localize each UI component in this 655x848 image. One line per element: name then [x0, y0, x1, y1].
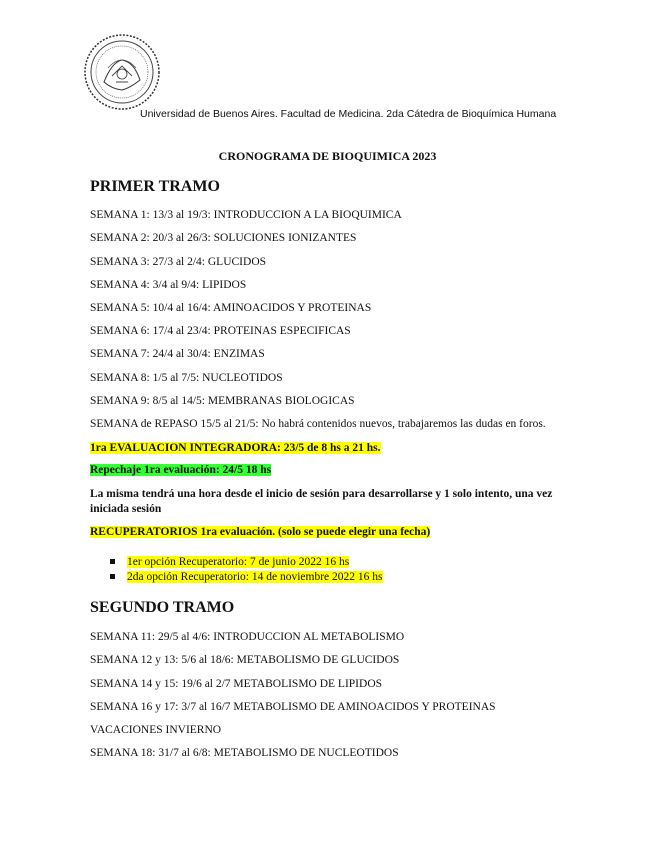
week-row: SEMANA 7: 24/4 al 30/4: ENZIMAS — [90, 348, 265, 360]
week-row: SEMANA 4: 3/4 al 9/4: LIPIDOS — [90, 279, 247, 291]
recuperatorios-row — [90, 526, 430, 538]
first-evaluation-row — [90, 442, 381, 454]
week-row: SEMANA 16 y 17: 3/7 al 16/7 METABOLISMO DE AMINOACIDOS Y PROTEINAS — [90, 701, 496, 713]
recovery-option-2: 2da opción Recuperatorio: 14 de noviembre 2022 16 hs — [127, 571, 383, 583]
review-week-row: SEMANA de REPASO 15/5 al 21/5: No habrá contenidos nuevos, trabajaremos las dudas en foros. — [90, 418, 546, 430]
evaluation-note: La misma tendrá una hora desde el inicio de sesión para desarrollarse y 1 solo intento, una vez iniciada sesión — [90, 488, 553, 515]
week-row: SEMANA 2: 20/3 al 26/3: SOLUCIONES IONIZANTES — [90, 232, 357, 244]
week-row: SEMANA 11: 29/5 al 4/6: INTRODUCCION AL METABOLISMO — [90, 631, 405, 643]
first-evaluation-text: 1ra EVALUACION INTEGRADORA: 23/5 de 8 hs a 21 hs. — [90, 442, 381, 454]
recovery-option-1: 1er opción Recuperatorio: 7 de junio 2022 16 hs — [127, 556, 350, 568]
recuperatorios-text: RECUPERATORIOS 1ra evaluación. (solo se puede elegir una fecha) — [90, 526, 431, 538]
document-title: CRONOGRAMA DE BIOQUIMICA 2023 — [218, 149, 437, 163]
university-seal-logo — [82, 32, 162, 112]
vacation-row: VACACIONES INVIERNO — [90, 724, 222, 736]
list-item — [110, 571, 383, 586]
recovery-options-list — [110, 556, 383, 586]
week-row: SEMANA 1: 13/3 al 19/3: INTRODUCCION A LA BIOQUIMICA — [90, 209, 402, 221]
list-item — [110, 556, 383, 571]
week-row: SEMANA 3: 27/3 al 2/4: GLUCIDOS — [90, 256, 267, 268]
week-row: SEMANA 9: 8/5 al 14/5: MEMBRANAS BIOLOGICAS — [90, 395, 355, 407]
week-row: SEMANA 18: 31/7 al 6/8: METABOLISMO DE NUCLEOTIDOS — [90, 747, 399, 759]
square-bullet-icon — [110, 574, 115, 579]
square-bullet-icon — [110, 559, 115, 564]
repechaje-row — [90, 464, 271, 476]
repechaje-text: Repechaje 1ra evaluación: 24/5 18 hs — [90, 464, 272, 476]
section-heading-primer-tramo: PRIMER TRAMO — [90, 178, 220, 195]
section-heading-segundo-tramo: SEGUNDO TRAMO — [90, 599, 235, 616]
week-row: SEMANA 6: 17/4 al 23/4: PROTEINAS ESPECIFICAS — [90, 325, 351, 337]
week-row: SEMANA 5: 10/4 al 16/4: AMINOACIDOS Y PROTEINAS — [90, 302, 372, 314]
week-row: SEMANA 8: 1/5 al 7/5: NUCLEOTIDOS — [90, 372, 283, 384]
week-row: SEMANA 14 y 15: 19/6 al 2/7 METABOLISMO DE LIPIDOS — [90, 678, 383, 690]
week-row: SEMANA 12 y 13: 5/6 al 18/6: METABOLISMO DE GLUCIDOS — [90, 654, 400, 666]
institution-header: Universidad de Buenos Aires. Facultad de Medicina. 2da Cátedra de Bioquímica Humana — [140, 108, 557, 120]
